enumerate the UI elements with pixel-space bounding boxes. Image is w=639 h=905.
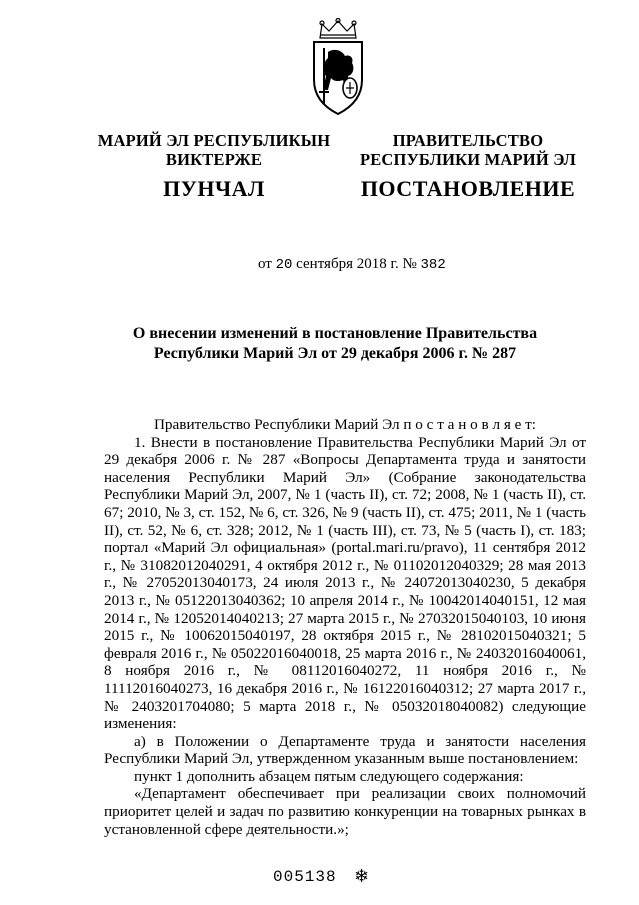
- snowflake-icon: ❄: [354, 866, 370, 886]
- date-prefix: от: [258, 256, 272, 272]
- document-body: [104, 416, 586, 838]
- header-right-line2: РЕСПУБЛИКИ МАРИЙ ЭЛ: [359, 150, 577, 169]
- item-a-point: пункт 1 дополнить абзацем пятым следующего содержания:: [134, 767, 524, 785]
- document-title: [110, 324, 560, 364]
- quote: «Департамент обеспечивает при реализации своих полномочий приоритет целей и задач по развитию конкуренции на товарных рынках в установленной сфере деятельности.»;: [104, 785, 586, 838]
- date-day: 20: [275, 257, 293, 273]
- coat-of-arms-icon: [298, 18, 378, 118]
- doc-type-russian: ПОСТАНОВЛЕНИЕ: [360, 176, 576, 201]
- title-line2: Республики Марий Эл от 29 декабря 2006 г. № 287: [153, 345, 517, 362]
- header-right-line1: ПРАВИТЕЛЬСТВО: [392, 131, 544, 150]
- header-left-line2: ВИКТЕРЖЕ: [165, 150, 263, 169]
- doc-type-mari: ПУНЧАЛ: [163, 176, 265, 201]
- document-number: 382: [420, 257, 446, 273]
- serial-number: 005138: [273, 868, 337, 886]
- item-1: 1. Внести в постановление Правительства Республики Марий Эл от 29 декабря 2006 г. № 287 «Вопросы Департамента труда и занятости населения Республики Марий Эл» (Собрание законодательства Республики Марий Эл, 2007, № 1 (часть II), ст. 72; 2008, № 1 (часть II), ст. 67; 2010, № 3, ст. 152, № 6, ст. 326, № 9 (часть II), ст. 475; 2011, № 1 (часть II), ст. 52, № 6, ст. 328; 2012, № 1 (часть III), ст. 73, № 5 (часть I), ст. 183; портал «Марий Эл официальная» (portal.mari.ru/pravo), 11 сентября 2012 г., № 31082012040291, 4 октября 2012 г., № 01102012040329; 28 мая 2013 г., № 27052013040173, 24 июля 2013 г., № 24072013040230, 5 декабря 2013 г., № 05122013040362; 10 апреля 2014 г., № 10042014040151, 12 мая 2014 г., № 12052014040213; 27 марта 2015 г., № 27032015040103, 10 июня 2015 г., № 10062015040197, 28 октября 2015 г., № 28102015040321; 5 февраля 2016 г., № 05022016040018, 25 марта 2016 г., № 24032016040061, 8 ноября 2016 г., № 08112016040272, 11 ноября 2016 г., № 11112016040273, 16 декабря 2016 г., № 16122016040312; 27 марта 2017 г., № 2403201704080; 5 марта 2018 г., № 05032018040082) следующие изменения:: [104, 433, 586, 733]
- header-right: [350, 131, 586, 169]
- header-left: [96, 131, 332, 169]
- title-line1: О внесении изменений в постановление Правительства: [132, 325, 538, 342]
- header-left-line1: МАРИЙ ЭЛ РЕСПУБЛИКЫН: [97, 131, 331, 150]
- date-month-year: сентября 2018 г. №: [296, 256, 417, 272]
- date-line: [258, 256, 446, 273]
- item-a: а) в Положении о Департаменте труда и занятости населения Республики Марий Эл, утвержденном указанным выше постановлением:: [104, 732, 586, 768]
- preamble: Правительство Республики Марий Эл п о с т а н о в л я е т:: [153, 416, 537, 433]
